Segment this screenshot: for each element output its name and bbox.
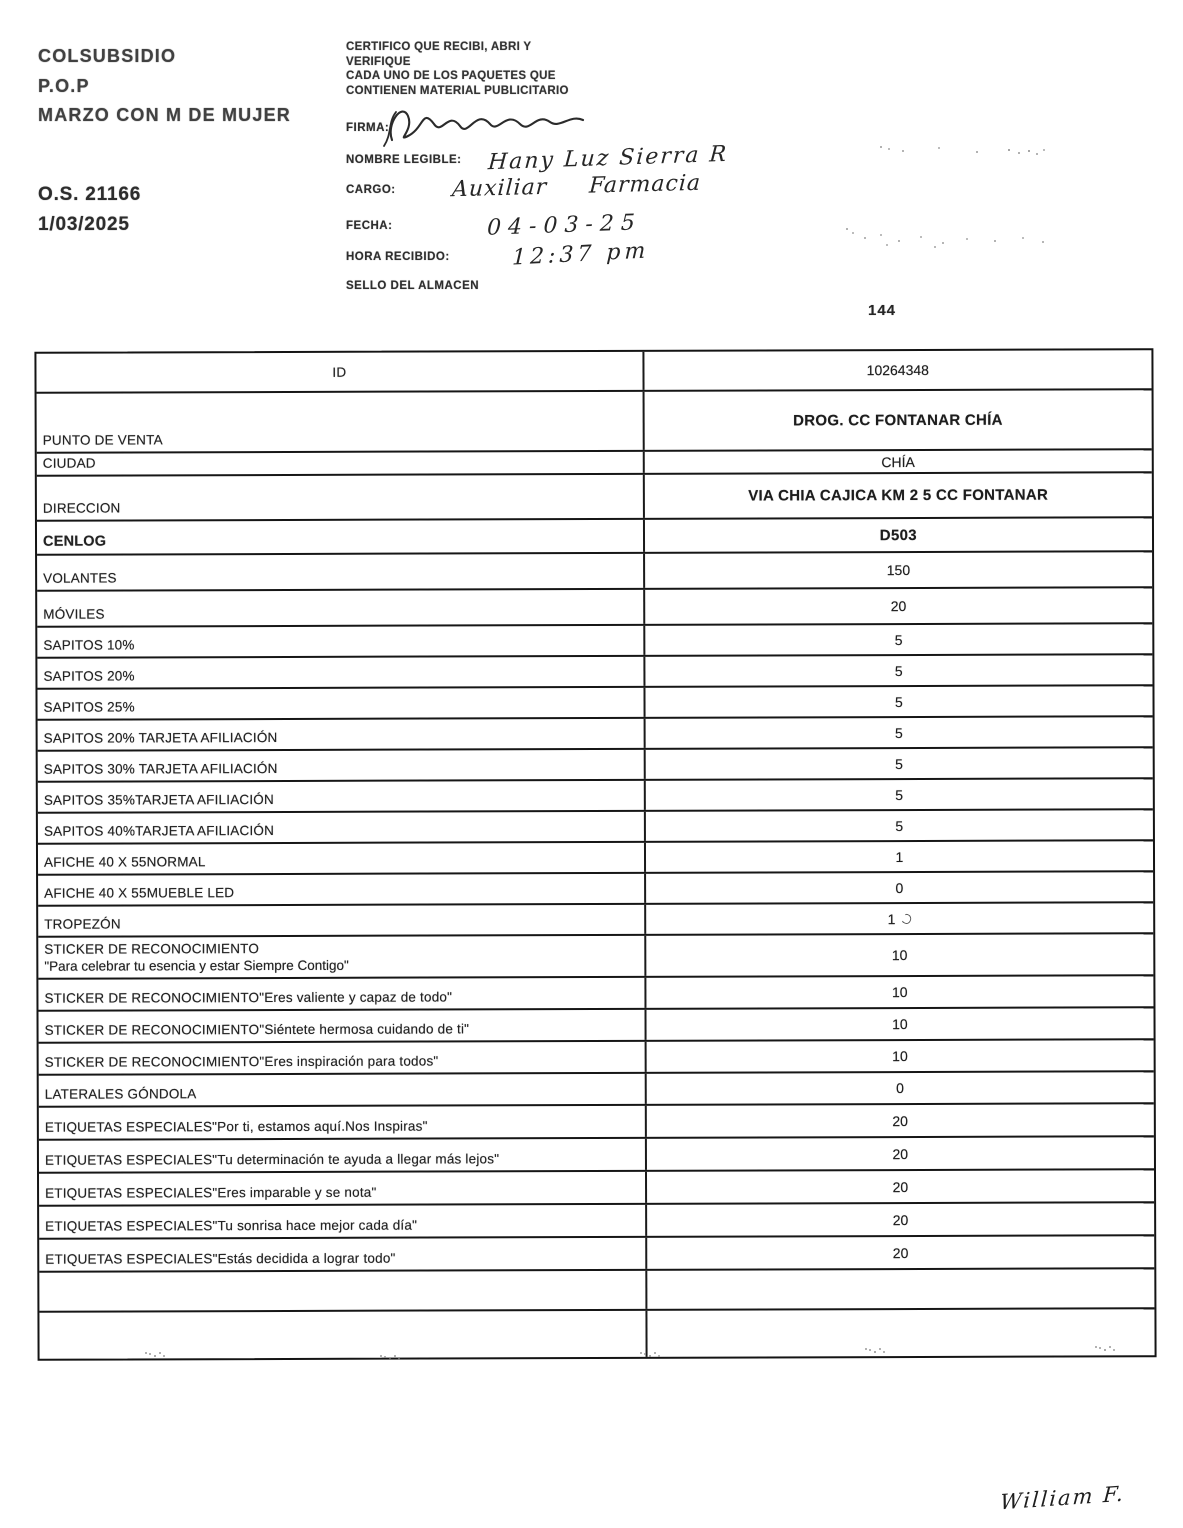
item-label: VOLANTES (43, 570, 117, 586)
item-quantity: 10 (892, 1016, 908, 1033)
order-number: O.S. 21166 (38, 184, 142, 205)
item-label-cell (37, 590, 645, 626)
item-label-cell (38, 936, 646, 978)
hora-handwritten-value: 12:37 pm (511, 238, 650, 271)
item-label: LATERALES GÓNDOLA (44, 1086, 197, 1102)
item-quantity-cell (644, 473, 1151, 518)
table-row (39, 1203, 1154, 1240)
item-quantity: 5 (895, 786, 904, 803)
cargo-handwritten-value: Auxiliar Farmacia (451, 170, 702, 203)
table-row (39, 1137, 1154, 1174)
item-label: TROPEZÓN (44, 916, 121, 932)
item-label: STICKER DE RECONOCIMIENTO"Eres inspiración para todos" (44, 1053, 439, 1070)
item-quantity: 0 (896, 1080, 904, 1097)
item-label-cell (38, 750, 646, 781)
item-quantity-cell (646, 1040, 1153, 1072)
item-label-cell (38, 843, 646, 874)
item-quantity: 5 (895, 817, 904, 834)
item-label: SAPITOS 30% TARJETA AFILIACIÓN (43, 760, 278, 777)
fecha-handwritten-value: 04-03-25 (486, 210, 643, 241)
item-label: SAPITOS 40%TARJETA AFILIACIÓN (43, 823, 275, 839)
item-quantity-cell (647, 1309, 1154, 1357)
program-name: P.O.P (38, 76, 90, 96)
item-label: CENLOG (42, 533, 107, 550)
item-quantity: DROG. CC FONTANAR CHÍA (793, 411, 1003, 429)
table-row (37, 450, 1152, 477)
item-label-cell (39, 1172, 647, 1205)
table-row (37, 655, 1152, 690)
item-label: STICKER DE RECONOCIMIENTO"Eres valiente y capaz de todo" (44, 989, 453, 1006)
page-number: 144 (868, 302, 897, 319)
faint-stamp-marks (846, 228, 848, 230)
item-label: STICKER DE RECONOCIMIENTO"Siéntete hermosa cuidando de ti" (44, 1021, 470, 1038)
item-label: SAPITOS 25% (43, 699, 135, 715)
item-quantity: 10 (891, 984, 908, 1001)
table-row (37, 518, 1152, 556)
table-row (38, 1008, 1153, 1044)
item-quantity: 20 (892, 1211, 909, 1228)
table-row (37, 624, 1152, 659)
item-label: AFICHE 40 X 55MUEBLE LED (44, 885, 235, 901)
item-quantity: CHÍA (881, 453, 915, 470)
nombre-handwritten-value: Hany Luz Sierra R (487, 141, 729, 176)
item-label-cell (39, 1106, 647, 1139)
item-quantity-cell (644, 350, 1151, 390)
item-label-cell (39, 1271, 647, 1311)
item-quantity-cell (646, 810, 1153, 841)
certificate-statement (346, 40, 646, 98)
certificate-line: CONTIENEN MATERIAL PUBLICITARIO (346, 84, 569, 97)
table-row (37, 390, 1152, 454)
certificate-line: CERTIFICO QUE RECIBI, ABRI Y (346, 41, 532, 53)
item-quantity: 5 (894, 693, 903, 710)
campaign-name: MARZO CON M DE MUJER (38, 105, 291, 125)
scan-noise (380, 1355, 382, 1357)
item-label-cell (37, 475, 645, 520)
item-quantity-cell (647, 1236, 1154, 1269)
item-quantity-cell (646, 872, 1153, 903)
scan-noise (1095, 1346, 1097, 1348)
table-row (37, 588, 1152, 628)
item-label: ETIQUETAS ESPECIALES"Eres imparable y se nota" (45, 1184, 377, 1201)
sello-label: SELLO DEL ALMACEN (346, 280, 480, 292)
firma-label: FIRMA: (346, 122, 390, 134)
certificate-line: VERIFIQUE (346, 55, 411, 68)
item-quantity: 150 (886, 562, 911, 579)
item-label: PUNTO DE VENTA (42, 432, 163, 448)
table-row (39, 1170, 1154, 1207)
item-label: ETIQUETAS ESPECIALES"Por ti, estamos aquí.Nos Inspiras" (44, 1118, 428, 1135)
nombre-label: NOMBRE LEGIBLE: (346, 154, 462, 166)
table-row (37, 552, 1152, 592)
item-quantity-cell (646, 934, 1153, 976)
item-quantity-cell (646, 976, 1153, 1008)
item-quantity-cell (645, 588, 1152, 624)
item-label-cell (37, 452, 645, 475)
item-label-cell (36, 352, 644, 392)
item-label: ID (332, 364, 347, 380)
table-row (38, 841, 1153, 876)
item-label (45, 1305, 639, 1307)
item-label: SAPITOS 10% (43, 637, 135, 653)
item-quantity-cell (645, 655, 1152, 686)
fecha-label: FECHA: (346, 220, 393, 232)
item-label-cell (39, 1311, 647, 1359)
item-quantity: 0 (895, 879, 904, 896)
item-label: ETIQUETAS ESPECIALES"Tu determinación te ayuda a llegar más lejos" (44, 1151, 500, 1168)
materials-table (34, 348, 1156, 1361)
item-quantity: 1 (887, 910, 896, 927)
item-label: MÓVILES (43, 606, 105, 622)
item-quantity-cell (646, 1104, 1153, 1137)
item-label-cell (39, 1074, 647, 1106)
item-label: AFICHE 40 X 55NORMAL (43, 854, 206, 870)
table-row (37, 686, 1152, 721)
table-row (38, 903, 1153, 938)
item-label-cell (37, 626, 645, 657)
table-row (38, 872, 1153, 907)
item-label-cell (38, 978, 646, 1010)
item-quantity-cell (644, 390, 1151, 450)
table-row (36, 350, 1151, 394)
item-label: CIUDAD (42, 455, 96, 471)
item-quantity-cell (645, 748, 1152, 779)
table-row (39, 1309, 1154, 1359)
scan-noise (145, 1352, 147, 1354)
item-label: SAPITOS 20% (43, 668, 135, 684)
item-quantity: 20 (892, 1145, 909, 1162)
item-quantity-cell (646, 841, 1153, 872)
item-label: ETIQUETAS ESPECIALES"Estás decidida a lograr todo" (45, 1250, 396, 1267)
item-quantity-cell (645, 518, 1152, 552)
item-label-cell (39, 1139, 647, 1172)
item-label-cell (39, 1042, 647, 1074)
table-row (39, 1236, 1154, 1273)
scan-noise (865, 1348, 867, 1350)
item-quantity: 5 (894, 631, 903, 648)
item-quantity: 1 (895, 848, 904, 865)
item-label (46, 1353, 640, 1355)
item-quantity: 10 (891, 947, 908, 964)
item-quantity: VIA CHIA CAJICA KM 2 5 CC FONTANAR (748, 486, 1049, 505)
table-row (39, 1072, 1154, 1108)
pen-mark (901, 912, 913, 925)
item-label-cell (38, 1010, 646, 1042)
footer-handwritten-signature: William F. (999, 1481, 1126, 1515)
table-row (39, 1104, 1154, 1141)
table-row (38, 779, 1153, 814)
item-label-cell (38, 905, 646, 936)
item-quantity: 20 (892, 1178, 909, 1195)
item-quantity: 10 (892, 1048, 908, 1065)
item-label-cell (38, 874, 646, 905)
item-label: DIRECCION (42, 500, 121, 516)
item-quantity-cell (645, 717, 1152, 748)
item-quantity-cell (647, 1203, 1154, 1236)
table-row (38, 717, 1153, 752)
faint-stamp-marks (880, 146, 882, 148)
item-quantity-cell (647, 1137, 1154, 1170)
table-row (38, 748, 1153, 783)
item-quantity-cell (645, 624, 1152, 655)
hora-label: HORA RECIBIDO: (346, 251, 450, 263)
item-quantity: 5 (895, 724, 903, 741)
item-quantity-cell (646, 903, 1153, 934)
item-label-cell (37, 392, 645, 452)
item-label: SAPITOS 20% TARJETA AFILIACIÓN (43, 729, 278, 746)
table-row (38, 810, 1153, 845)
item-label: STICKER DE RECONOCIMIENTO (44, 941, 260, 957)
item-label: SAPITOS 35%TARJETA AFILIACIÓN (43, 792, 274, 808)
item-quantity-cell (644, 450, 1151, 473)
item-quantity: 20 (890, 598, 907, 615)
table-row (37, 473, 1152, 522)
table-row (38, 934, 1153, 980)
item-label-cell (39, 1238, 647, 1271)
table-row (38, 976, 1153, 1012)
item-quantity-cell (645, 552, 1152, 588)
item-label-cell (37, 657, 645, 688)
item-quantity: D503 (879, 526, 917, 544)
order-date: 1/03/2025 (38, 214, 130, 235)
company-name: COLSUBSIDIO (38, 46, 177, 66)
item-label-cell (37, 554, 645, 590)
item-quantity: 20 (892, 1112, 908, 1129)
item-label: ETIQUETAS ESPECIALES"Tu sonrisa hace mejor cada día" (45, 1217, 418, 1234)
item-quantity-cell (646, 1072, 1153, 1104)
item-label-cell (38, 719, 646, 750)
item-label-cell (37, 520, 645, 554)
scan-noise (640, 1352, 642, 1354)
item-label-cell (37, 688, 645, 719)
item-quantity: 20 (892, 1244, 909, 1261)
item-label-cell (39, 1205, 647, 1238)
item-quantity-cell (647, 1170, 1154, 1203)
item-label-cell (38, 781, 646, 812)
item-label-line2: "Para celebrar tu esencia y estar Siempre Contigo" (44, 957, 349, 974)
item-quantity-cell (645, 686, 1152, 717)
item-quantity-cell (645, 779, 1152, 810)
table-row (39, 1040, 1154, 1076)
cargo-label: CARGO: (346, 184, 396, 196)
table-row (39, 1269, 1154, 1313)
item-quantity-cell (646, 1008, 1153, 1040)
item-quantity-cell (647, 1269, 1154, 1309)
item-label-cell (38, 812, 646, 843)
item-quantity: 10264348 (866, 361, 929, 379)
certificate-line: CADA UNO DE LOS PAQUETES QUE (346, 70, 556, 82)
item-quantity: 5 (895, 755, 903, 772)
item-quantity: 5 (894, 662, 903, 679)
